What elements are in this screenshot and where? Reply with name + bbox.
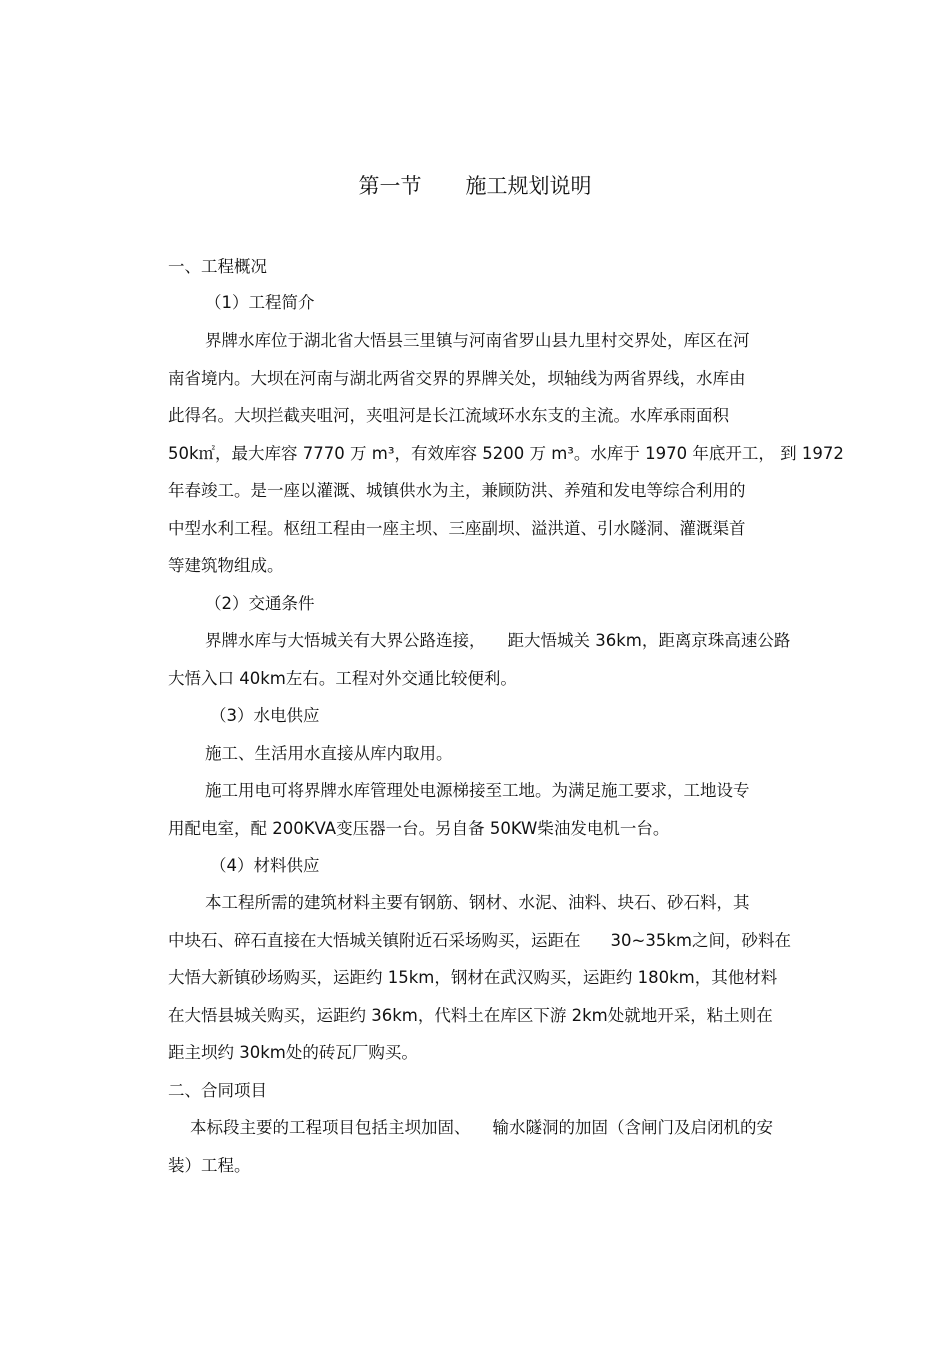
- subheading-utilities: （3）水电供应: [210, 706, 320, 725]
- title-text: 施工规划说明: [465, 174, 592, 198]
- paragraph-line: 年春竣工。是一座以灌溉、城镇供水为主，兼顾防洪、养殖和发电等综合利用的: [168, 481, 746, 500]
- paragraph-fragment: 30~35km之间，砂料在: [610, 931, 791, 950]
- paragraph-line: 本工程所需的建筑材料主要有钢筋、钢材、水泥、油料、块石、砂石料，其: [205, 893, 750, 912]
- page-title: [0, 170, 950, 200]
- paragraph-line: 50k㎡，最大库容 7770 万 m³，有效库容 5200 万 m³。水库于 1970 年底开工， 到 1972: [168, 444, 844, 463]
- paragraph-line: 装）工程。: [168, 1156, 251, 1175]
- paragraph-fragment: 界牌水库与大悟城关有大界公路连接，: [205, 631, 486, 650]
- paragraph-line: 大悟入口 40km左右。工程对外交通比较便利。: [168, 669, 517, 688]
- paragraph-line: 界牌水库位于湖北省大悟县三里镇与河南省罗山县九里村交界处，库区在河: [205, 331, 750, 350]
- section-heading-contract: 二、合同项目: [168, 1081, 267, 1100]
- paragraph-line: [205, 630, 790, 652]
- paragraph-fragment: 距大悟城关 36km，距离京珠高速公路: [507, 631, 791, 650]
- paragraph-line: 南省境内。大坝在河南与湖北两省交界的界牌关处，坝轴线为两省界线，水库由: [168, 369, 746, 388]
- section-heading-overview: 一、工程概况: [168, 257, 267, 276]
- paragraph-fragment: 中块石、碎石直接在大悟城关镇附近石采场购买，运距在: [168, 931, 581, 950]
- paragraph-line: 等建筑物组成。: [168, 556, 284, 575]
- subheading-transport: （2）交通条件: [205, 594, 315, 613]
- paragraph-line: 大悟大新镇砂场购买，运距约 15km，钢材在武汉购买，运距约 180km，其他材料: [168, 968, 778, 987]
- paragraph-line: 中型水利工程。枢纽工程由一座主坝、三座副坝、溢洪道、引水隧洞、灌溉渠首: [168, 519, 746, 538]
- paragraph-line: 在大悟县城关购买，运距约 36km，代料土在库区下游 2km处就地开采，粘土则在: [168, 1006, 773, 1025]
- paragraph-line: [168, 930, 791, 952]
- paragraph-fragment: 输水隧洞的加固（含闸门及启闭机的安: [492, 1118, 773, 1137]
- subheading-project-intro: （1）工程简介: [205, 293, 315, 312]
- paragraph-line: 用配电室，配 200KVA变压器一台。另自备 50KW柴油发电机一台。: [168, 819, 670, 838]
- paragraph-line: [190, 1117, 773, 1139]
- paragraph-fragment: 本标段主要的工程项目包括主坝加固、: [190, 1118, 471, 1137]
- title-section-number: 第一节: [358, 174, 422, 198]
- paragraph-line: 距主坝约 30km处的砖瓦厂购买。: [168, 1043, 418, 1062]
- paragraph-line: 施工、生活用水直接从库内取用。: [205, 744, 453, 763]
- paragraph-line: 施工用电可将界牌水库管理处电源梯接至工地。为满足施工要求，工地设专: [205, 781, 750, 800]
- paragraph-line: 此得名。大坝拦截夹咀河，夹咀河是长江流域环水东支的主流。水库承雨面积: [168, 406, 729, 425]
- subheading-materials: （4）材料供应: [210, 856, 320, 875]
